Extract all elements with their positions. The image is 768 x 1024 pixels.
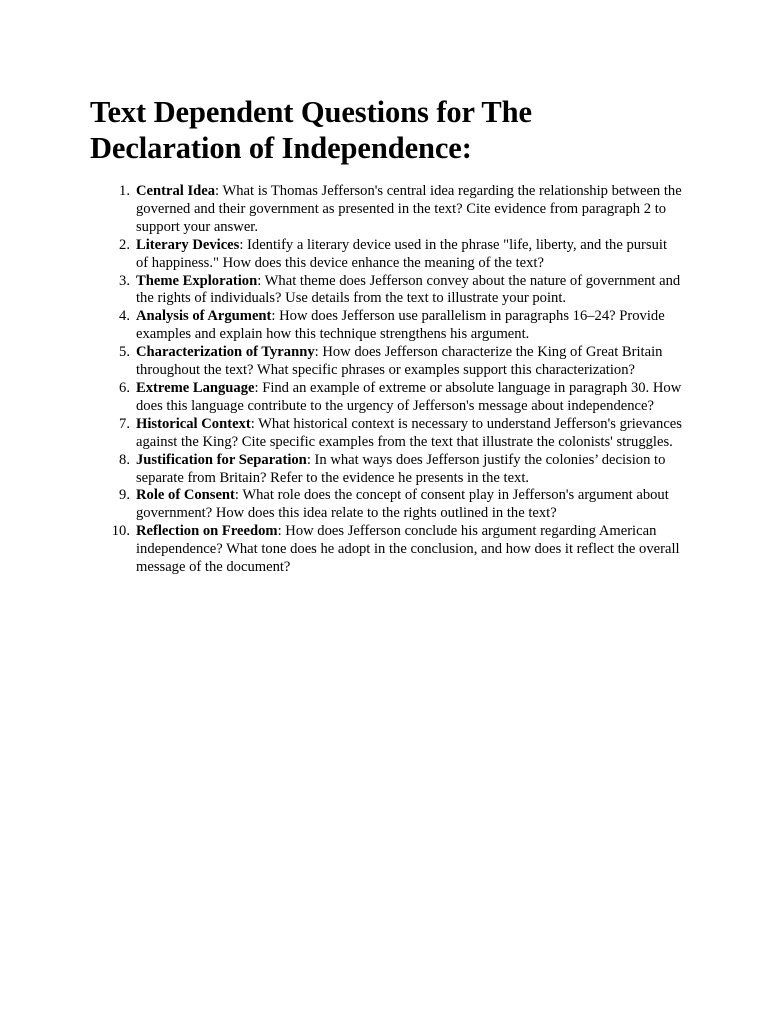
question-item-9 (90, 487, 682, 523)
question-label: Theme Exploration (136, 272, 258, 289)
question-text: : Identify a literary device used in the phrase "life, liberty, and the pursuit of happiness." How does this device enhance the meaning of the text? (136, 236, 668, 271)
question-list (90, 183, 682, 577)
question-text: : What historical context is necessary to understand Jefferson's grievances against the King? Cite specific examples from the text that illustrate the colonists' struggles. (136, 415, 682, 450)
question-item-4 (90, 308, 682, 344)
title-line-1: Text Dependent Questions for The (90, 95, 532, 129)
question-label: Central Idea (136, 183, 216, 199)
question-label: Extreme Language (136, 379, 255, 396)
question-text: : How does Jefferson characterize the King of Great Britain throughout the text? What specific phrases or examples support this characterization? (136, 344, 663, 379)
question-number: 4. (119, 308, 130, 325)
question-item-7 (90, 416, 682, 452)
question-number: 1. (119, 183, 130, 199)
question-text: : What role does the concept of consent play in Jefferson's argument about government? How does this idea relate to the rights outlined in the text? (136, 487, 669, 522)
question-item-3 (90, 273, 682, 309)
question-item-2 (90, 237, 682, 273)
question-item-10 (90, 523, 682, 577)
question-label: Justification for Separation (136, 451, 307, 468)
question-text: : How does Jefferson use parallelism in paragraphs 16–24? Provide examples and explain how this technique strengthens his argument. (136, 308, 665, 343)
question-number: 6. (119, 379, 130, 396)
question-text: : Find an example of extreme or absolute language in paragraph 30. How does this language contribute to the urgency of Jefferson's message about independence? (136, 379, 682, 414)
question-item-8 (90, 452, 682, 488)
question-label: Reflection on Freedom (136, 523, 278, 540)
question-label: Analysis of Argument (136, 308, 272, 325)
question-number: 5. (119, 344, 130, 361)
question-text: : What theme does Jefferson convey about the nature of government and the rights of individuals? Use details from the text to illustrate your point. (136, 272, 681, 307)
document-title (90, 94, 682, 166)
question-number: 8. (119, 451, 130, 468)
question-item-5 (90, 344, 682, 380)
question-number: 2. (119, 236, 130, 253)
question-label: Characterization of Tyranny (136, 344, 315, 361)
question-text: : What is Thomas Jefferson's central idea regarding the relationship between the governed and their government as presented in the text? Cite evidence from paragraph 2 to support your answer. (136, 183, 682, 235)
question-number: 10. (111, 523, 130, 540)
question-number: 7. (119, 415, 130, 432)
title-line-2: Declaration of Independence: (90, 131, 472, 165)
question-text: : In what ways does Jefferson justify the colonies’ decision to separate from Britain? Refer to the evidence he presents in the text. (136, 451, 666, 486)
question-number: 3. (119, 272, 130, 289)
question-text: : How does Jefferson conclude his argument regarding American independence? What tone does he adopt in the conclusion, and how does it reflect the overall message of the document? (136, 523, 680, 576)
question-item-6 (90, 380, 682, 416)
question-item-1 (90, 183, 682, 237)
question-label: Role of Consent (136, 487, 235, 504)
question-number: 9. (119, 487, 130, 504)
question-label: Historical Context (136, 415, 251, 432)
document-page (90, 94, 682, 577)
question-label: Literary Devices (136, 236, 240, 253)
